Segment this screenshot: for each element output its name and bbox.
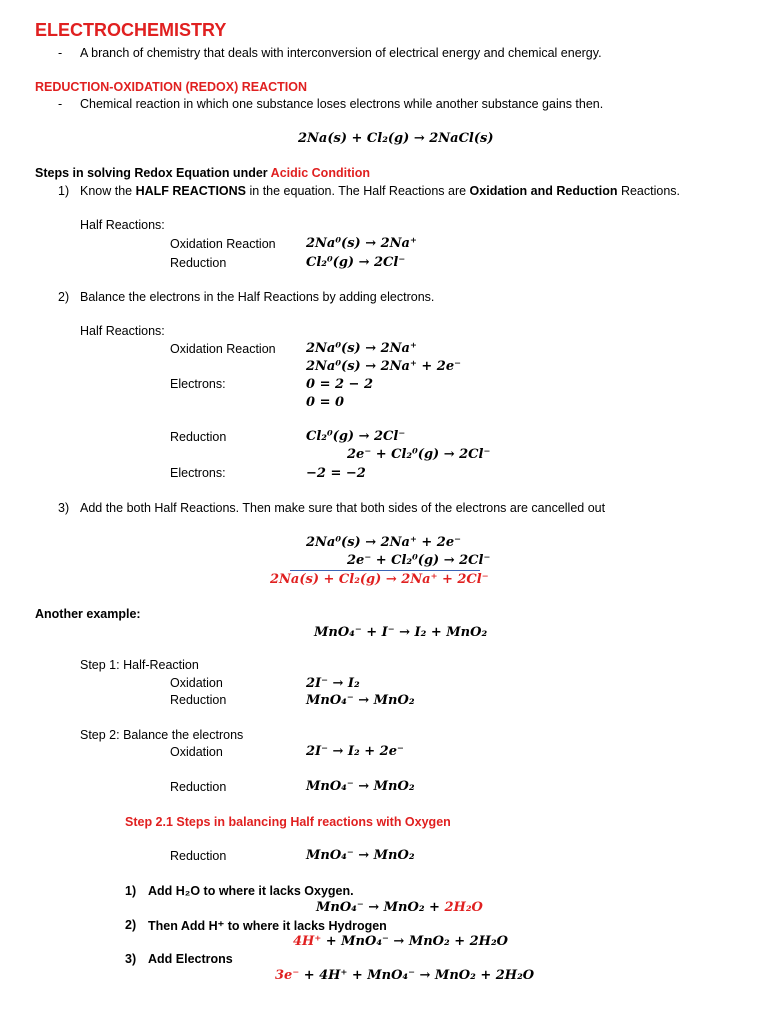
oxidation-equation: 2Na⁰(s) → 2Na⁺: [306, 341, 417, 356]
bullet-dash: -: [58, 46, 63, 60]
electrons-label: Electrons:: [170, 377, 226, 391]
oxidation-equation-balanced: 2Na⁰(s) → 2Na⁺ + 2e⁻: [306, 359, 461, 374]
electron-equation: −2 = −2: [306, 466, 366, 481]
oxidation-label: Oxidation: [170, 745, 223, 759]
redox-heading: REDUCTION-OXIDATION (REDOX) REACTION: [35, 80, 307, 94]
reduction-equation: Cl₂⁰(g) → 2Cl⁻: [306, 429, 406, 444]
oxidation-label: Oxidation Reaction: [170, 342, 276, 356]
bullet-dash: -: [58, 97, 63, 111]
oxidation-label: Oxidation: [170, 676, 223, 690]
sum-equation-line: 2Na⁰(s) → 2Na⁺ + 2e⁻: [306, 535, 461, 550]
substep2-text: Then Add H⁺ to where it lacks Hydrogen: [148, 919, 387, 933]
step-number: 3): [58, 501, 70, 515]
reduction-equation: MnO₄⁻ → MnO₂: [306, 693, 415, 708]
sum-underline: [290, 570, 480, 571]
step21-heading: Step 2.1 Steps in balancing Half reactions with Oxygen: [125, 815, 451, 829]
reduction-label: Reduction: [170, 430, 227, 444]
substep-number: 3): [125, 952, 137, 966]
substep3-equation: 3e⁻ + 4H⁺ + MnO₄⁻ → MnO₂ + 2H₂O: [275, 968, 535, 983]
intro-text: A branch of chemistry that deals with interconversion of electrical energy and chemical energy.: [80, 46, 602, 60]
reduction-label: Reduction: [170, 693, 227, 707]
example-step1-label: Step 1: Half-Reaction: [80, 658, 199, 672]
oxidation-equation: 2I⁻ → I₂: [306, 676, 360, 691]
electron-equation: 0 = 0: [306, 395, 345, 410]
electron-equation: 0 = 2 − 2: [306, 377, 374, 392]
reduction-equation: MnO₄⁻ → MnO₂: [306, 779, 415, 794]
example-step2-label: Step 2: Balance the electrons: [80, 728, 244, 742]
electrons-label: Electrons:: [170, 466, 226, 480]
redox-definition: Chemical reaction in which one substance loses electrons while another substance gains then.: [80, 97, 604, 111]
substep1-equation: MnO₄⁻ → MnO₂ + 2H₂O: [316, 900, 483, 915]
substep2-equation: 4H⁺ + MnO₄⁻ → MnO₂ + 2H₂O: [293, 934, 508, 949]
step2-text: Balance the electrons in the Half Reactions by adding electrons.: [80, 290, 435, 304]
oxidation-equation: 2I⁻ → I₂ + 2e⁻: [306, 744, 404, 759]
example-equation: MnO₄⁻ + I⁻ → I₂ + MnO₂: [314, 625, 488, 640]
another-example-label: Another example:: [35, 607, 141, 621]
acidic-condition: Acidic Condition: [270, 166, 370, 180]
reduction-equation-balanced: 2e⁻ + Cl₂⁰(g) → 2Cl⁻: [347, 447, 491, 462]
oxidation-equation: 2Na⁰(s) → 2Na⁺: [306, 236, 417, 251]
reduction-equation: Cl₂⁰(g) → 2Cl⁻: [306, 255, 406, 270]
net-equation: 2Na(s) + Cl₂(g) → 2Na⁺ + 2Cl⁻: [270, 572, 489, 587]
reduction-equation: MnO₄⁻ → MnO₂: [306, 848, 415, 863]
substep1-text: Add H₂O to where it lacks Oxygen.: [148, 884, 354, 898]
steps-heading: Steps in solving Redox Equation under Acidic Condition: [35, 166, 370, 180]
reduction-label: Reduction: [170, 256, 227, 270]
main-equation: 2Na(s) + Cl₂(g) → 2NaCl(s): [298, 131, 494, 146]
half-reactions-label: Half Reactions:: [80, 218, 165, 232]
step1-text: Know the HALF REACTIONS in the equation. The Half Reactions are Oxidation and Reduction Reactions.: [80, 184, 680, 198]
substep3-text: Add Electrons: [148, 952, 233, 966]
step-number: 2): [58, 290, 70, 304]
step-number: 1): [58, 184, 70, 198]
reduction-label: Reduction: [170, 780, 227, 794]
substep-number: 1): [125, 884, 137, 898]
substep-number: 2): [125, 918, 137, 932]
page-title: ELECTROCHEMISTRY: [35, 20, 227, 40]
reduction-label: Reduction: [170, 849, 227, 863]
step3-text: Add the both Half Reactions. Then make sure that both sides of the electrons are cancelled out: [80, 501, 606, 515]
sum-equation-line: 2e⁻ + Cl₂⁰(g) → 2Cl⁻: [347, 553, 491, 568]
half-reactions-label: Half Reactions:: [80, 324, 165, 338]
oxidation-label: Oxidation Reaction: [170, 237, 276, 251]
